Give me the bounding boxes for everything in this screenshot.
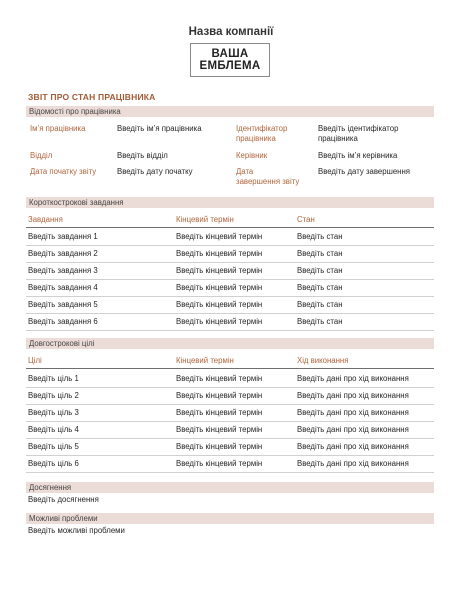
- employee-id-label-line2: працівника: [236, 134, 276, 143]
- long-term-cell[interactable]: Введіть кінцевий термін: [176, 425, 263, 434]
- short-term-column-header: Кінцевий термін: [176, 215, 234, 224]
- manager-field[interactable]: Введіть ім’я керівника: [318, 151, 398, 160]
- long-term-cell[interactable]: Введіть кінцевий термін: [176, 391, 263, 400]
- employee-id-field[interactable]: [318, 124, 398, 144]
- employee-id-label: [236, 124, 287, 144]
- short-term-cell[interactable]: Введіть кінцевий термін: [176, 266, 263, 275]
- short-term-cell[interactable]: Введіть стан: [297, 283, 343, 292]
- employee-id-label-line1: Ідентифікатор: [236, 124, 288, 133]
- employee-name-field[interactable]: Введіть ім’я працівника: [117, 124, 202, 133]
- short-term-cell[interactable]: Введіть завдання 2: [28, 249, 98, 258]
- short-term-column-header: Стан: [297, 215, 315, 224]
- short-term-cell[interactable]: Введіть стан: [297, 317, 343, 326]
- short-term-row-divider: [26, 279, 434, 280]
- short-term-column-header: Завдання: [28, 215, 63, 224]
- short-term-cell[interactable]: Введіть кінцевий термін: [176, 283, 263, 292]
- end-date-label-line1: Дата: [236, 167, 254, 176]
- long-term-row-divider: [26, 438, 434, 439]
- end-date-label: [236, 167, 299, 187]
- long-term-cell[interactable]: Введіть дані про хід виконання: [297, 459, 409, 468]
- short-term-cell[interactable]: Введіть стан: [297, 266, 343, 275]
- short-term-cell[interactable]: Введіть завдання 3: [28, 266, 98, 275]
- long-term-column-header: Кінцевий термін: [176, 356, 234, 365]
- start-date-field[interactable]: Введіть дату початку: [117, 167, 193, 176]
- long-term-cell[interactable]: Введіть кінцевий термін: [176, 408, 263, 417]
- long-term-header: Довгострокові цілі: [26, 338, 434, 349]
- short-term-cell[interactable]: Введіть завдання 5: [28, 300, 98, 309]
- logo-text-line2: ЕМБЛЕМА: [199, 60, 261, 72]
- long-term-cell[interactable]: Введіть дані про хід виконання: [297, 391, 409, 400]
- short-term-cell[interactable]: Введіть завдання 4: [28, 283, 98, 292]
- manager-label: Керівник: [236, 151, 268, 160]
- start-date-label: Дата початку звіту: [30, 167, 97, 176]
- short-term-row-divider: [26, 330, 434, 331]
- long-term-cell[interactable]: Введіть ціль 6: [28, 459, 79, 468]
- employee-name-label: Ім’я працівника: [30, 124, 86, 133]
- short-term-header-divider: [26, 227, 434, 228]
- long-term-row-divider: [26, 387, 434, 388]
- long-term-row-divider: [26, 404, 434, 405]
- achievements-header: Досягнення: [26, 482, 434, 493]
- short-term-cell[interactable]: Введіть кінцевий термін: [176, 317, 263, 326]
- long-term-cell[interactable]: Введіть дані про хід виконання: [297, 408, 409, 417]
- short-term-row-divider: [26, 296, 434, 297]
- long-term-cell[interactable]: Введіть дані про хід виконання: [297, 374, 409, 383]
- department-label: Відділ: [30, 151, 53, 160]
- long-term-column-header: Цілі: [28, 356, 42, 365]
- long-term-cell[interactable]: Введіть ціль 2: [28, 391, 79, 400]
- logo-text-line1: ВАША: [211, 48, 249, 60]
- short-term-cell[interactable]: Введіть кінцевий термін: [176, 300, 263, 309]
- long-term-cell[interactable]: Введіть кінцевий термін: [176, 459, 263, 468]
- company-name[interactable]: Назва компанії: [188, 26, 274, 38]
- short-term-header: Короткострокові завдання: [26, 197, 434, 208]
- short-term-cell[interactable]: Введіть завдання 6: [28, 317, 98, 326]
- end-date-label-line2: завершення звіту: [236, 177, 300, 186]
- long-term-cell[interactable]: Введіть ціль 1: [28, 374, 79, 383]
- long-term-row-divider: [26, 455, 434, 456]
- short-term-cell[interactable]: Введіть стан: [297, 249, 343, 258]
- long-term-row-divider: [26, 472, 434, 473]
- short-term-cell[interactable]: Введіть завдання 1: [28, 232, 98, 241]
- short-term-row-divider: [26, 313, 434, 314]
- long-term-cell[interactable]: Введіть ціль 4: [28, 425, 79, 434]
- achievements-field[interactable]: Введіть досягнення: [28, 495, 99, 504]
- problems-field[interactable]: Введіть можливі проблеми: [28, 526, 125, 535]
- long-term-header-divider: [26, 368, 434, 369]
- short-term-row-divider: [26, 245, 434, 246]
- long-term-column-header: Хід виконання: [297, 356, 349, 365]
- department-field[interactable]: Введіть відділ: [117, 151, 168, 160]
- short-term-cell[interactable]: Введіть стан: [297, 232, 343, 241]
- short-term-cell[interactable]: Введіть кінцевий термін: [176, 232, 263, 241]
- short-term-row-divider: [26, 262, 434, 263]
- short-term-cell[interactable]: Введіть кінцевий термін: [176, 249, 263, 258]
- employee-info-header: Відомості про працівника: [26, 106, 434, 117]
- employee-id-field-line1: Введіть ідентифікатор: [318, 124, 399, 133]
- employee-id-field-line2: працівника: [318, 134, 358, 143]
- long-term-cell[interactable]: Введіть кінцевий термін: [176, 374, 263, 383]
- long-term-cell[interactable]: Введіть дані про хід виконання: [297, 442, 409, 451]
- long-term-cell[interactable]: Введіть кінцевий термін: [176, 442, 263, 451]
- logo-placeholder[interactable]: [190, 43, 270, 77]
- problems-header: Можливі проблеми: [26, 513, 434, 524]
- long-term-row-divider: [26, 421, 434, 422]
- end-date-field[interactable]: Введіть дату завершення: [318, 167, 411, 176]
- report-title: ЗВІТ ПРО СТАН ПРАЦІВНИКА: [28, 92, 156, 102]
- long-term-cell[interactable]: Введіть ціль 5: [28, 442, 79, 451]
- long-term-cell[interactable]: Введіть дані про хід виконання: [297, 425, 409, 434]
- short-term-cell[interactable]: Введіть стан: [297, 300, 343, 309]
- long-term-cell[interactable]: Введіть ціль 3: [28, 408, 79, 417]
